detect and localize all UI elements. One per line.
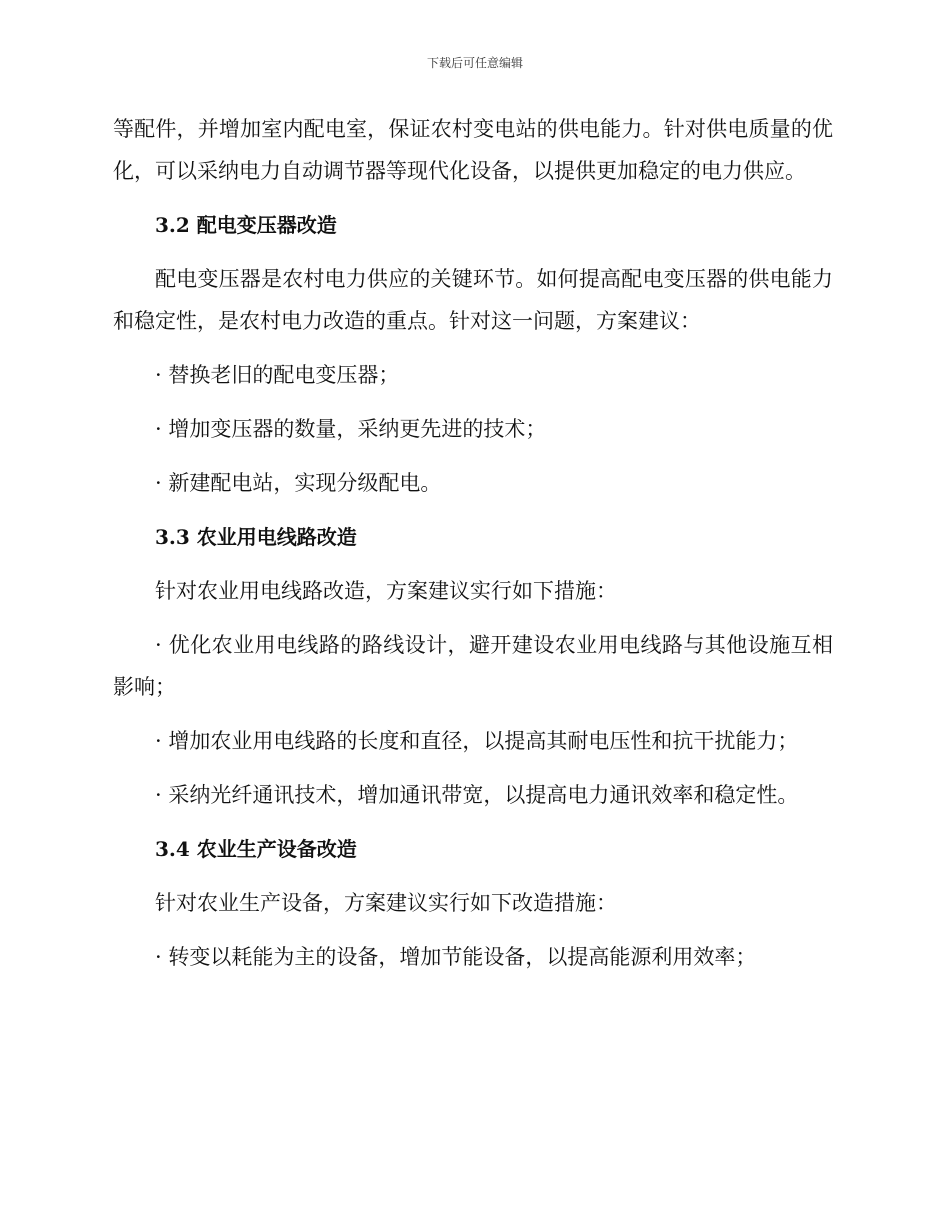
paragraph-3-3: 针对农业用电线路改造，方案建议实行如下措施：	[155, 579, 617, 603]
section-heading-3-4: 3.4 农业生产设备改造	[155, 837, 357, 861]
list-item: · 替换老旧的配电变压器；	[155, 363, 400, 387]
section-heading-3-3: 3.3 农业用电线路改造	[155, 525, 357, 549]
paragraph-3-2: 配电变压器是农村电力供应的关键环节。如何提高配电变压器的供电能力和稳定性，是农村电力改造的重点。针对这一问题，方案建议：	[113, 267, 833, 333]
section-heading-3-2: 3.2 配电变压器改造	[155, 213, 337, 237]
document-body	[113, 108, 833, 978]
list-item: · 增加变压器的数量，采纳更先进的技术；	[155, 417, 547, 441]
list-item: · 新建配电站，实现分级配电。	[155, 471, 442, 495]
list-item: · 采纳光纤通讯技术，增加通讯带宽，以提高电力通讯效率和稳定性。	[155, 783, 799, 807]
paragraph-3-4: 针对农业生产设备，方案建议实行如下改造措施：	[155, 891, 617, 915]
list-item: · 转变以耗能为主的设备，增加节能设备，以提高能源利用效率；	[155, 945, 757, 969]
paragraph-intro: 等配件，并增加室内配电室，保证农村变电站的供电能力。针对供电质量的优化，可以采纳电力自动调节器等现代化设备，以提供更加稳定的电力供应。	[113, 117, 833, 183]
page-header: 下载后可任意编辑	[426, 56, 523, 70]
list-item: · 增加农业用电线路的长度和直径，以提高其耐电压性和抗干扰能力；	[155, 729, 799, 753]
list-item: · 优化农业用电线路的路线设计，避开建设农业用电线路与其他设施互相影响；	[113, 633, 833, 699]
